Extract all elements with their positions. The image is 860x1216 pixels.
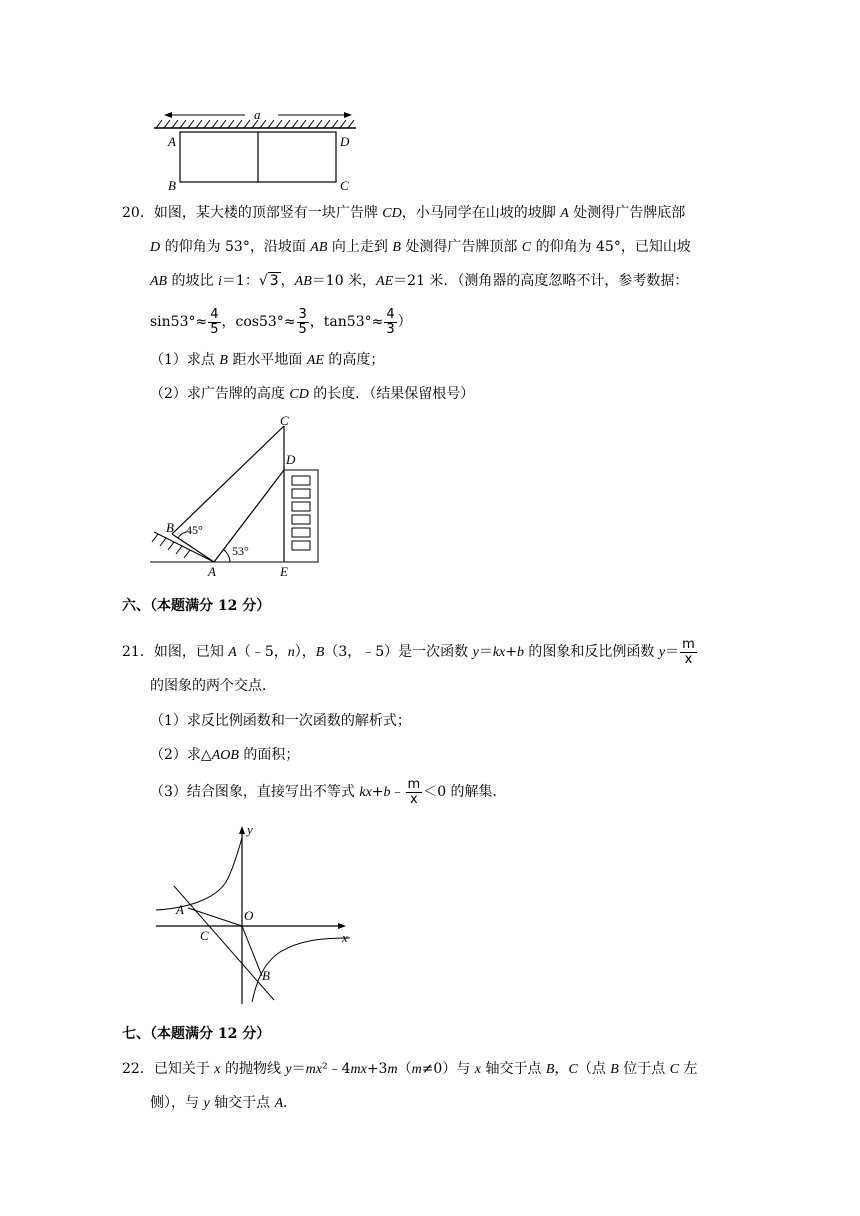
q21-part-3: （3）结合图象，直接写出不等式 kx+b﹣ $\frac{m}{x}$ ＜0 的解集． [150, 776, 507, 807]
q21-part-2: （2）求△AOB 的面积； [150, 747, 300, 763]
q22-line-1: 22．已知关于 x 的抛物线 y＝mx²﹣4mx+3m（m≠0）与 x 轴交于点 B，C（点 B 位于点 C 左 [122, 1061, 698, 1077]
q21-line-2: 的图象的两个交点． [150, 678, 276, 694]
q22-line-2: 侧），与 y 轴交于点 A． [150, 1095, 298, 1111]
fig20-angle-45: 45° [186, 523, 203, 537]
fig21-label-O: O [244, 908, 254, 923]
fig19-label-a: a [254, 107, 261, 122]
q20-part-1: （1）求点 B 距水平地面 AE 的高度； [150, 352, 385, 368]
fraction-4-5: $\frac{4}{5}$ [210, 306, 219, 337]
q20-line-3: AB 的坡比 i＝1：√ 3 ，AB＝10 米，AE＝21 米．（测角器的高度忽略不计，参考数据： [150, 273, 689, 289]
q21-part-1: （1）求反比例函数和一次函数的解析式； [150, 713, 411, 729]
section-6-heading: 六、（本题满分 12 分） [122, 598, 271, 614]
fraction-m-x: $\frac{m}{x}$ [682, 636, 695, 667]
fraction-m-x-2: $\frac{m}{x}$ [407, 776, 421, 807]
fig19-label-D: D [340, 134, 350, 149]
q20-line-2: D 的仰角为 53°，沿坡面 AB 向上走到 B 处测得广告牌顶部 C 的仰角为 45°，已知山坡 [150, 239, 691, 255]
fig21-label-y: y [247, 824, 253, 837]
q21-line-1: 21．如图，已知 A（﹣5，n），B（3，﹣5）是一次函数 y＝kx+b 的图象和反比例函数 y＝ $\frac{m}{x}$ [122, 636, 695, 667]
fig20-label-D: D [286, 452, 296, 467]
sqrt-3: √ 3 [258, 273, 279, 289]
section-7-heading: 七、（本题满分 12 分） [122, 1026, 271, 1042]
fraction-3-5: $\frac{3}{5}$ [298, 306, 307, 337]
fig21-label-A: A [176, 902, 184, 917]
q20-line-4: sin53°≈ $\frac{4}{5}$ ，cos53°≈ $\frac{3}{5}$ ，tan53°≈ $\frac{4}{3}$ ） [150, 306, 412, 337]
fig19-label-A: A [168, 134, 176, 149]
fig19-label-B: B [168, 178, 176, 193]
fig21-label-C: C [200, 928, 209, 943]
fig20-label-A: A [208, 564, 216, 579]
figure-21-graph [150, 824, 360, 1008]
fig20-label-C: C [280, 414, 289, 428]
figure-20-diagram [148, 414, 338, 580]
q20-line-1: 20．如图，某大楼的顶部竖有一块广告牌 CD，小马同学在山坡的坡脚 A 处测得广告牌底部 [122, 205, 686, 221]
fig21-label-x: x [342, 930, 348, 945]
fig20-label-E: E [280, 564, 288, 579]
fraction-4-3: $\frac{4}{3}$ [386, 306, 395, 337]
q20-part-2: （2）求广告牌的高度 CD 的长度．（结果保留根号） [150, 386, 475, 402]
fig20-angle-53: 53° [232, 544, 249, 558]
fig20-label-B: B [166, 520, 174, 535]
fig19-label-C: C [340, 178, 349, 193]
fig21-label-B: B [262, 968, 270, 983]
figure-19-diagram [150, 104, 370, 196]
